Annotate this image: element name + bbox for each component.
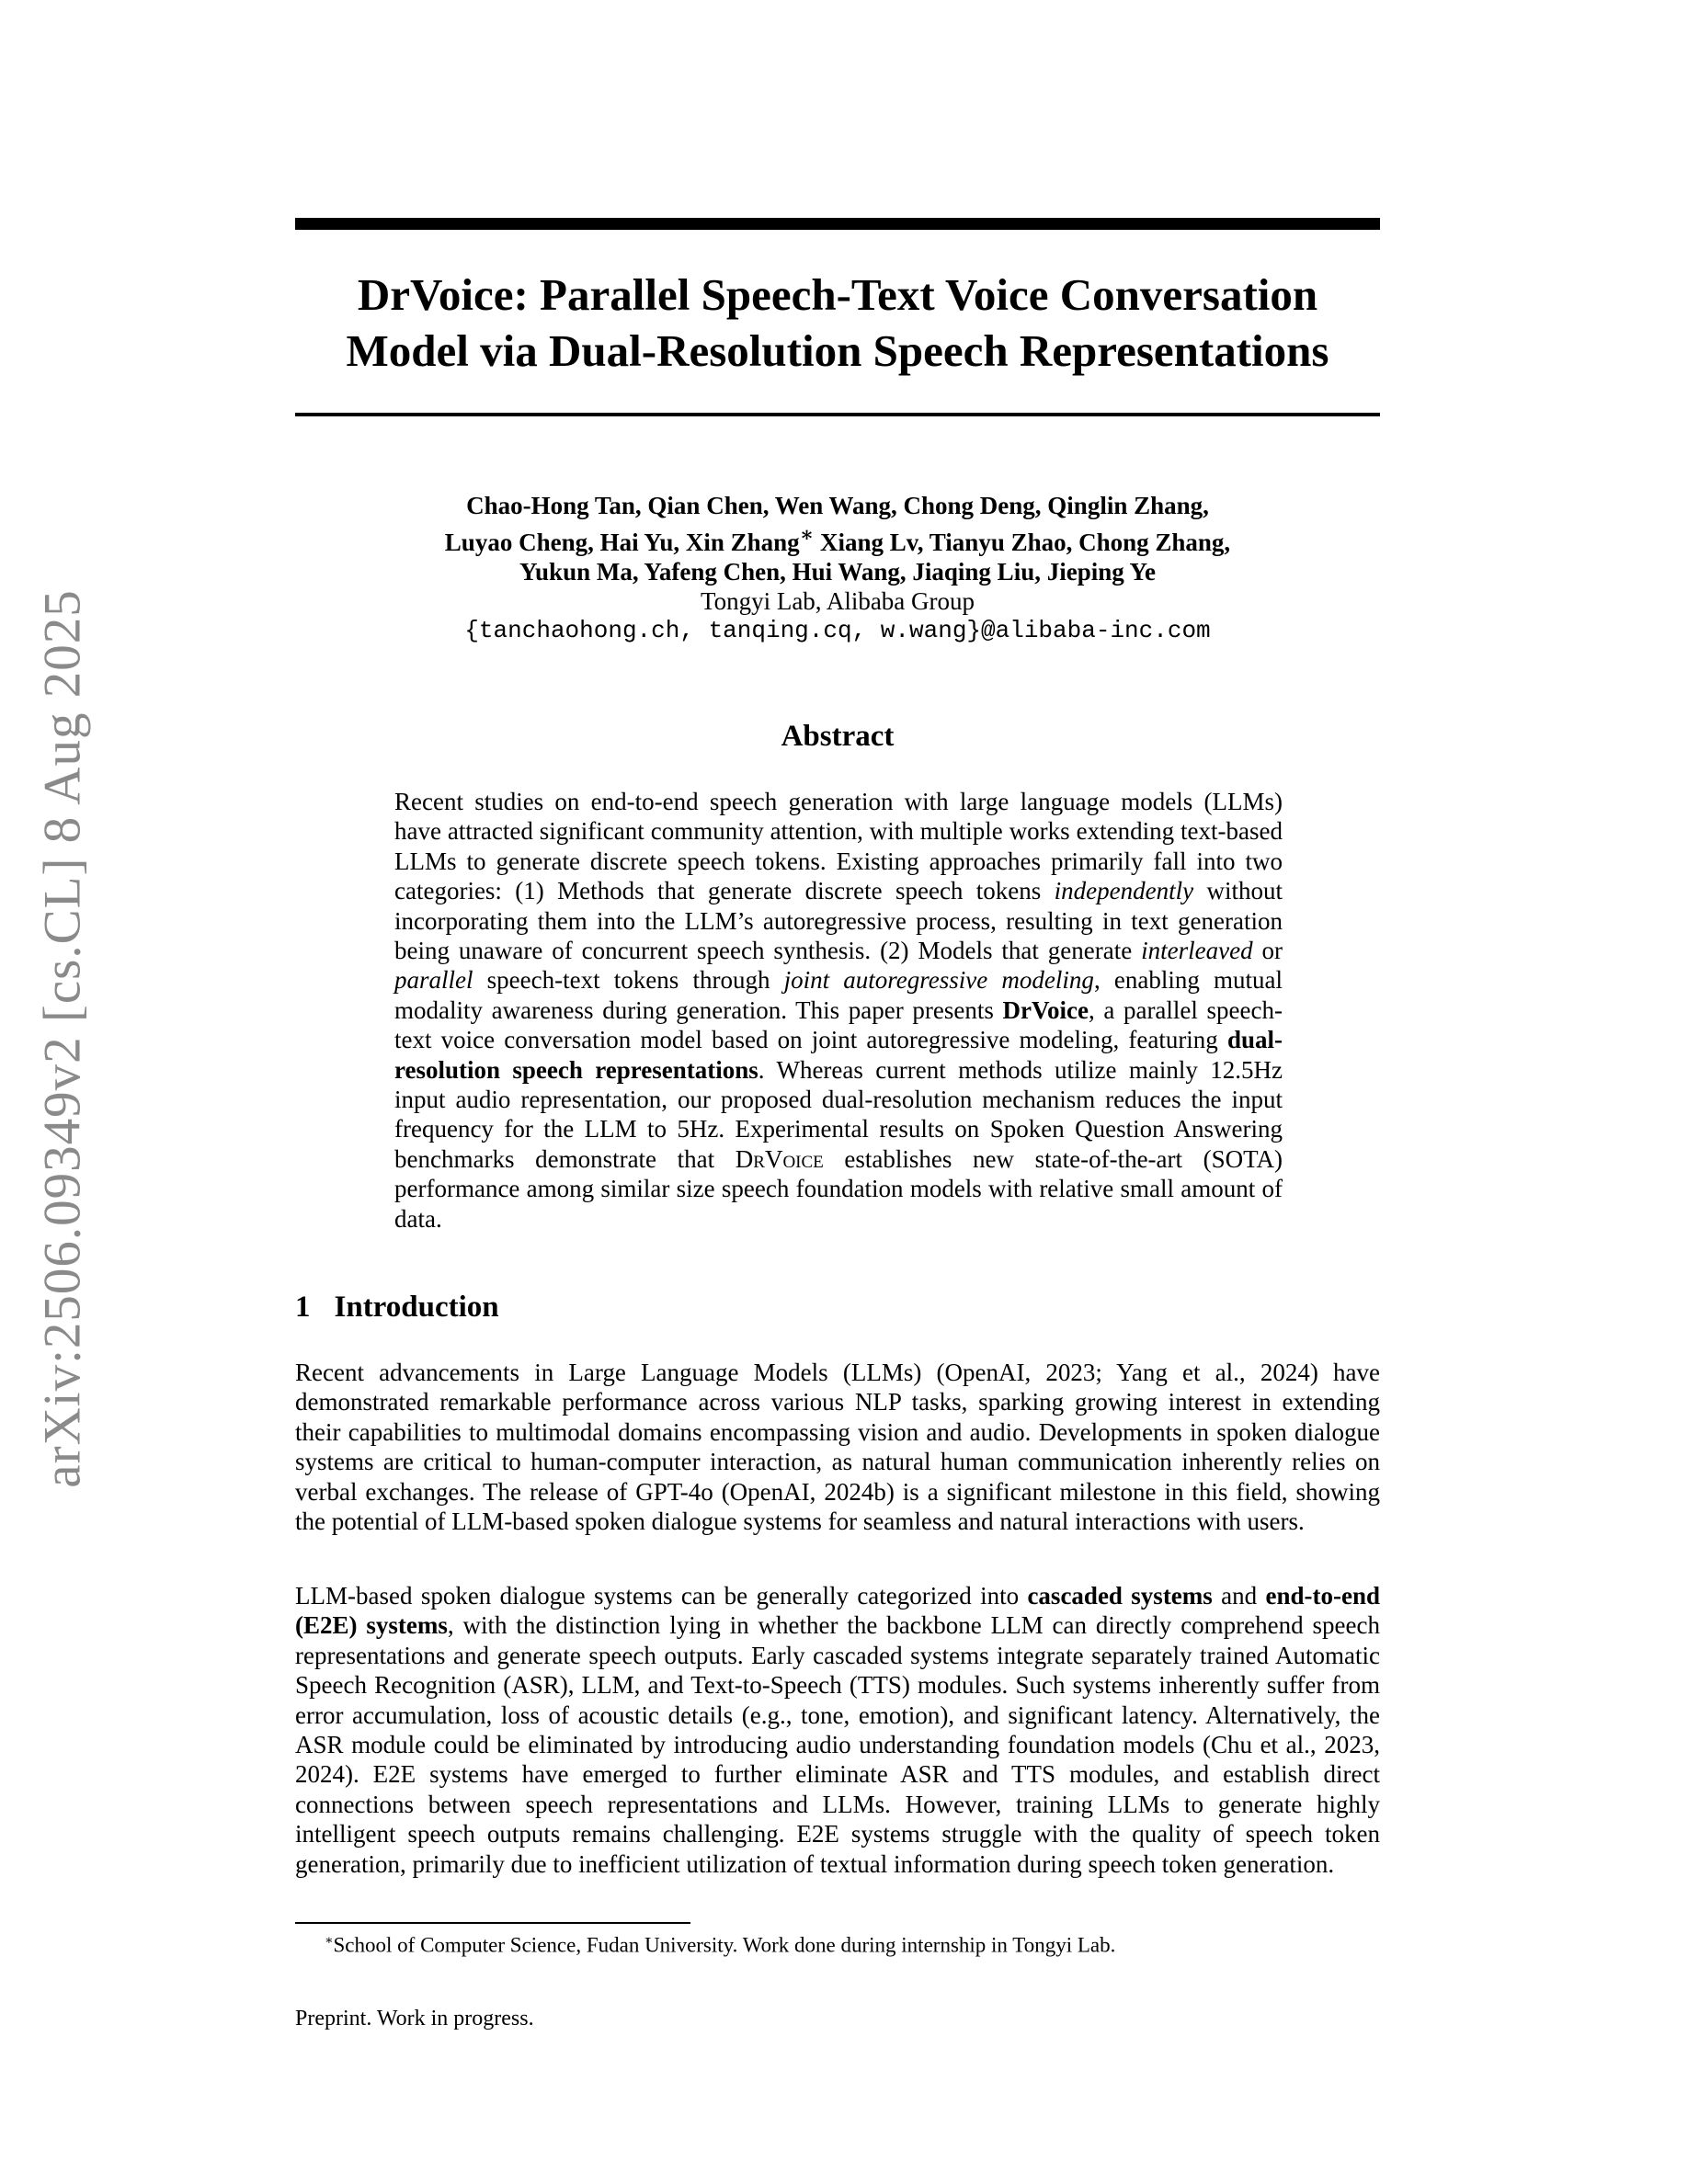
paragraph-text-run: , with the distinction lying in whether the backbone LLM can directly comprehend speech representations and generate speech outputs. Early cascaded systems integrate separately trained Automatic Speech Recognition (ASR), LLM, and Text-to-Speech (TTS) modules. Such systems inherently suffer from error accumulation, loss of acoustic details (e.g., tone, emotion), and significant latency. Alternatively, the ASR module could be eliminated by introducing audio understanding foundation models (Chu et al., 2023, 2024). E2E systems have emerged to further eliminate ASR and TTS modules, and establish direct connections between speech representations and LLMs. However, training LLMs to generate highly intelligent speech outputs remains challenging. E2E systems struggle with the quality of speech token generation, primarily due to inefficient utilization of textual information during speech token generation. <box>295 1611 1380 1878</box>
abstract-text-run: . Whereas current methods utilize mainly 12.5Hz input audio representation, our proposed dual-resolution mechanism reduces the input frequency for the LLM to 5Hz. Experimental results on Spoken Question Answering benchmarks demonstrate that <box>394 1055 1283 1173</box>
section-heading-introduction <box>295 1291 499 1325</box>
author-names-segment: Xiang Lv, Tianyu Zhao, Chong Zhang, <box>814 529 1231 556</box>
abstract-emphasis: independently <box>1054 877 1194 905</box>
footnote-rule <box>295 1922 690 1924</box>
affiliation: Tongyi Lab, Alibaba Group <box>700 587 975 615</box>
author-names-line-1: Chao-Hong Tan, Qian Chen, Wen Wang, Chong Deng, Qinglin Zhang, <box>466 492 1209 519</box>
abstract-text-run: Recent studies on end-to-end speech generation with large language models (LLMs) have attracted significant community attention, with multiple works extending text-based LLMs to generate discrete speech tokens. Existing approaches primarily fall into two categories: (1) Methods that generate discrete speech tokens <box>394 788 1283 905</box>
abstract-text-run: or <box>1252 937 1283 965</box>
footnote-marker: ∗ <box>325 1934 334 1948</box>
abstract-text <box>394 787 1283 1234</box>
title-bottom-rule <box>295 413 1380 416</box>
abstract-bold-term: dual-resolution speech representations <box>394 1026 1283 1084</box>
author-names-line-3: Yukun Ma, Yafeng Chen, Hui Wang, Jiaqing Liu, Jieping Ye <box>519 558 1156 586</box>
section-title: Introduction <box>334 1291 499 1324</box>
paragraph-text-run: LLM-based spoken dialogue systems can be generally categorized into <box>295 1582 1028 1610</box>
abstract-text-run: establishes new state-of-the-art (SOTA) performance among similar size speech foundation models with relative small amount of data. <box>394 1144 1283 1233</box>
paragraph-bold-term: cascaded systems <box>1027 1582 1213 1610</box>
paragraph-text-run: and <box>1212 1582 1266 1610</box>
abstract-emphasis: interleaved <box>1141 937 1253 965</box>
abstract-text-run: speech-text tokens through <box>473 966 784 995</box>
author-emails: {tanchaohong.ch, tanqing.cq, w.wang}@alibaba-inc.com <box>464 617 1211 644</box>
title-top-rule <box>295 218 1380 230</box>
arxiv-identifier-stamp: arXiv:2506.09349v2 [cs.CL] 8 Aug 2025 <box>33 589 92 1488</box>
author-names-segment: Luyao Cheng, Hai Yu, Xin Zhang <box>444 529 800 556</box>
abstract-emphasis: joint autoregressive modeling <box>783 966 1094 995</box>
footnote <box>325 1928 1115 1959</box>
author-block <box>295 491 1380 645</box>
title-line-2: Model via Dual-Resolution Speech Representations <box>346 325 1329 376</box>
abstract-text-run: , a parallel speech-text voice conversation model based on joint autoregressive modeling, featuring <box>394 995 1283 1054</box>
preprint-note: Preprint. Work in progress. <box>295 2007 534 2030</box>
intro-paragraph-2 <box>295 1581 1380 1879</box>
model-name-smallcaps: DrVoice <box>735 1144 824 1173</box>
abstract-text-run: without incorporating them into the LLM’s autoregressive process, resulting in text generation being unaware of concurrent speech synthesis. (2) Models that generate <box>394 877 1283 965</box>
intro-paragraph-1: Recent advancements in Large Language Models (LLMs) (OpenAI, 2023; Yang et al., 2024) have demonstrated remarkable performance across various NLP tasks, sparking growing interest in extending their capabilities to multimodal domains encompassing vision and audio. Developments in spoken dialogue systems are critical to human-computer interaction, as natural human communication inherently relies on verbal exchanges. The release of GPT-4o (OpenAI, 2024b) is a significant milestone in this field, showing the potential of LLM-based spoken dialogue systems for seamless and natural interactions with users. <box>295 1359 1380 1536</box>
footnote-marker: ∗ <box>799 523 815 546</box>
paper-title <box>295 267 1380 379</box>
abstract-heading: Abstract <box>781 720 895 753</box>
author-names-line-2 <box>295 520 1380 557</box>
model-name-bold: DrVoice <box>1002 995 1089 1024</box>
abstract-text-run: , enabling mutual modality awareness during generation. This paper presents <box>394 966 1283 1024</box>
section-number: 1 <box>295 1291 311 1324</box>
title-line-1: DrVoice: Parallel Speech-Text Voice Conversation <box>357 269 1318 320</box>
footnote-text: School of Computer Science, Fudan University. Work done during internship in Tongyi Lab. <box>333 1933 1116 1957</box>
abstract-emphasis: parallel <box>394 966 473 995</box>
paragraph-bold-term: end-to-end (E2E) systems <box>295 1582 1381 1640</box>
